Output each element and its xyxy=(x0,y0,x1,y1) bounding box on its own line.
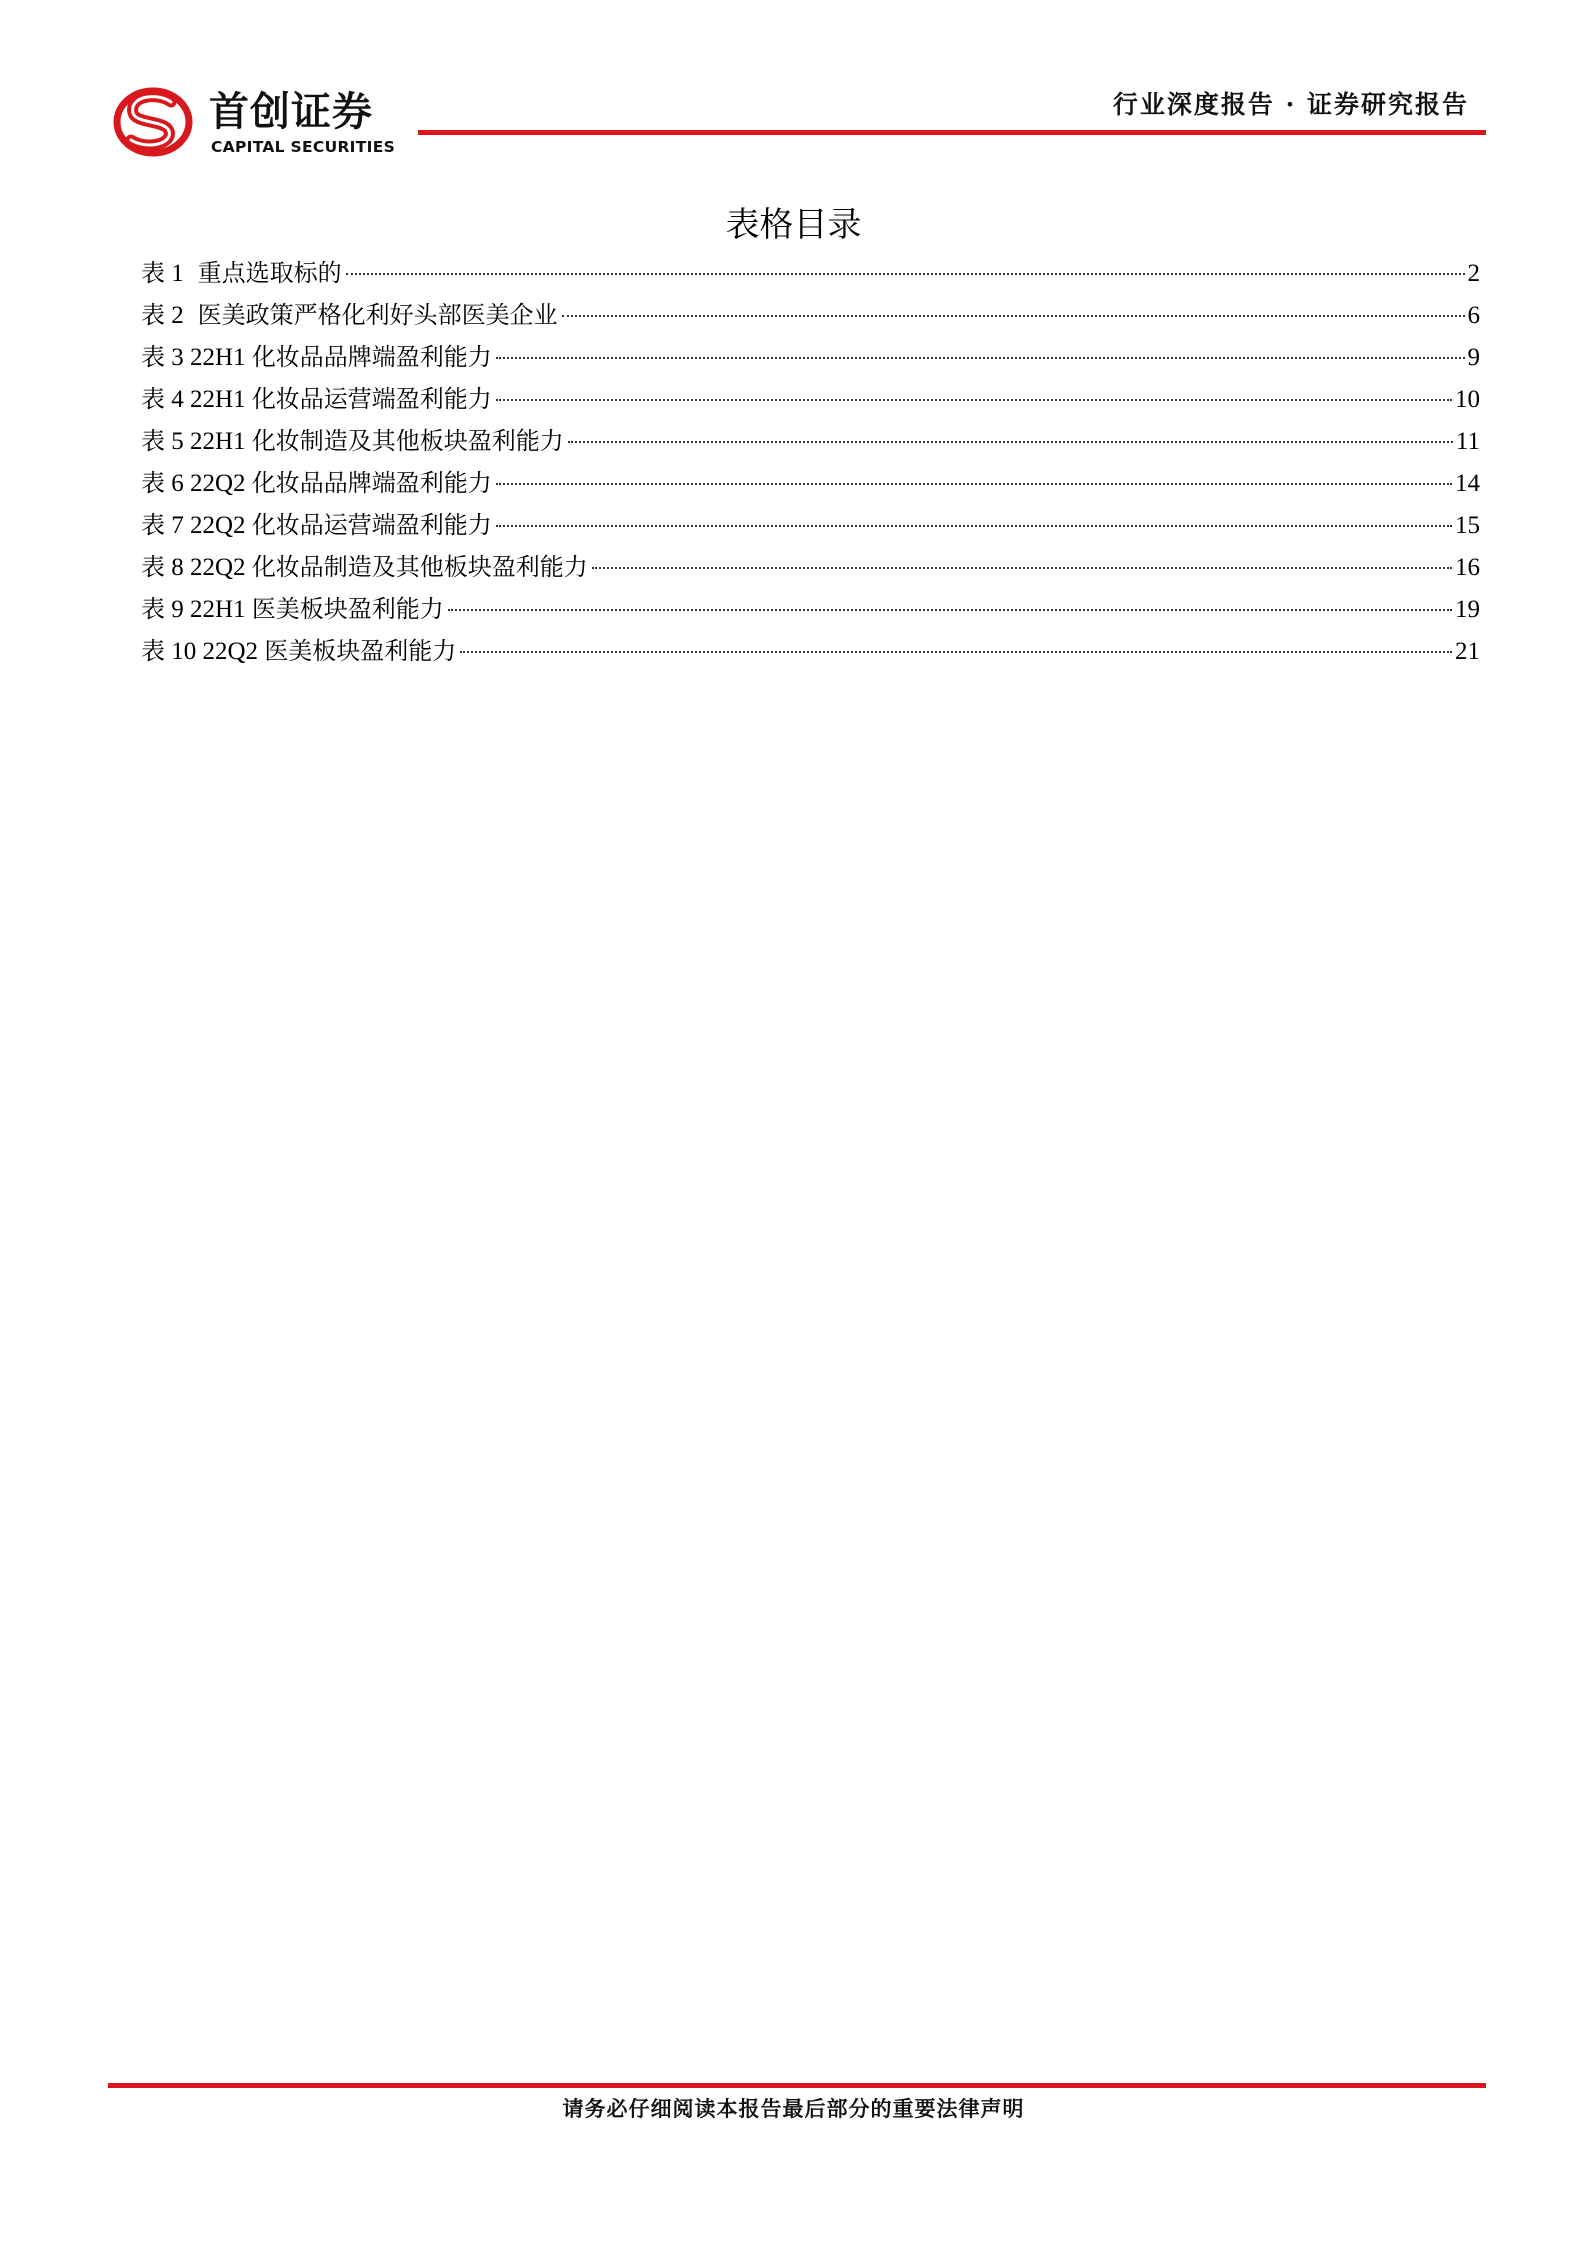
toc-dot-leader xyxy=(496,525,1452,527)
toc-entry-7[interactable] xyxy=(141,504,1480,546)
toc-entry-title: 化妆品品牌端盈利能力 xyxy=(251,469,492,497)
toc-entry-number: 2 xyxy=(165,302,190,329)
toc-entry-5[interactable] xyxy=(141,420,1480,462)
toc-entry-prefix: 表 xyxy=(141,637,165,665)
capital-securities-logo-icon xyxy=(113,86,195,158)
toc-dot-leader xyxy=(592,567,1452,569)
toc-dot-leader xyxy=(562,315,1465,317)
toc-entry-page: 9 xyxy=(1467,344,1480,371)
toc-entry-prefix: 表 xyxy=(141,385,165,413)
toc-title: 表格目录 xyxy=(725,205,862,245)
toc-entry-4[interactable] xyxy=(141,378,1480,420)
toc-entry-title: 医美板块盈利能力 xyxy=(251,595,444,623)
toc-entry-prefix: 表 xyxy=(141,301,165,329)
toc-entry-prefix: 表 xyxy=(141,259,165,287)
toc-entry-label xyxy=(141,588,444,631)
toc-entry-prefix: 表 xyxy=(141,511,165,539)
toc-entry-9[interactable] xyxy=(141,588,1480,630)
toc-entry-8[interactable] xyxy=(141,546,1480,588)
toc-entry-title: 医美政策严格化利好头部医美企业 xyxy=(190,301,558,329)
toc-entry-page: 16 xyxy=(1455,554,1480,581)
toc-entry-number: 5 22H1 xyxy=(165,428,252,455)
toc-entry-3[interactable] xyxy=(141,336,1480,378)
toc-entry-number: 9 22H1 xyxy=(165,596,252,623)
toc-entry-number: 3 22H1 xyxy=(165,344,252,371)
footer-divider xyxy=(108,2083,1486,2088)
toc-entry-page: 19 xyxy=(1455,596,1480,623)
toc-entry-2[interactable] xyxy=(141,294,1480,336)
toc-dot-leader xyxy=(496,483,1452,485)
toc-entry-prefix: 表 xyxy=(141,469,165,497)
toc-entry-number: 6 22Q2 xyxy=(165,470,252,497)
toc-dot-leader xyxy=(448,609,1452,611)
toc-entry-title: 医美板块盈利能力 xyxy=(264,637,457,665)
toc-dot-leader xyxy=(346,273,1465,275)
toc-entry-title: 化妆品运营端盈利能力 xyxy=(251,385,492,413)
toc-entry-label xyxy=(141,336,492,379)
toc-entry-number: 1 xyxy=(165,260,190,287)
logo-name-en: CAPITAL SECURITIES xyxy=(211,138,396,156)
toc-entry-number: 7 22Q2 xyxy=(165,512,252,539)
toc-dot-leader xyxy=(460,651,1452,653)
toc-entry-number: 8 22Q2 xyxy=(165,554,252,581)
toc-entry-label xyxy=(141,378,492,421)
toc-entry-label xyxy=(141,462,492,505)
legal-disclaimer: 请务必仔细阅读本报告最后部分的重要法律声明 xyxy=(562,2096,1025,2121)
table-of-contents xyxy=(141,252,1480,672)
report-type-label: 行业深度报告 · 证券研究报告 xyxy=(1112,90,1469,119)
toc-entry-label xyxy=(141,630,456,673)
toc-entry-page: 15 xyxy=(1455,512,1480,539)
toc-entry-title: 化妆品品牌端盈利能力 xyxy=(251,343,492,371)
toc-entry-label xyxy=(141,504,492,547)
toc-dot-leader xyxy=(496,399,1452,401)
toc-entry-label xyxy=(141,294,558,337)
toc-entry-title: 化妆品运营端盈利能力 xyxy=(251,511,492,539)
toc-entry-1[interactable] xyxy=(141,252,1480,294)
toc-dot-leader xyxy=(568,441,1453,443)
toc-entry-label xyxy=(141,420,564,463)
toc-entry-prefix: 表 xyxy=(141,553,165,581)
toc-entry-prefix: 表 xyxy=(141,595,165,623)
toc-entry-label xyxy=(141,546,588,589)
toc-dot-leader xyxy=(496,357,1465,359)
toc-entry-page: 2 xyxy=(1467,260,1480,287)
toc-entry-page: 10 xyxy=(1455,386,1480,413)
toc-entry-10[interactable] xyxy=(141,630,1480,672)
toc-entry-page: 11 xyxy=(1455,428,1480,455)
toc-entry-page: 6 xyxy=(1467,302,1480,329)
toc-entry-prefix: 表 xyxy=(141,427,165,455)
toc-entry-title: 重点选取标的 xyxy=(190,259,342,287)
header-divider xyxy=(418,130,1486,135)
company-logo xyxy=(113,86,443,158)
toc-entry-number: 4 22H1 xyxy=(165,386,252,413)
toc-entry-title: 化妆制造及其他板块盈利能力 xyxy=(251,427,564,455)
toc-entry-label xyxy=(141,252,342,295)
toc-entry-prefix: 表 xyxy=(141,343,165,371)
toc-entry-number: 10 22Q2 xyxy=(165,638,265,665)
toc-entry-page: 21 xyxy=(1455,638,1480,665)
toc-entry-6[interactable] xyxy=(141,462,1480,504)
toc-entry-title: 化妆品制造及其他板块盈利能力 xyxy=(251,553,588,581)
page-header xyxy=(0,0,1587,170)
toc-entry-page: 14 xyxy=(1455,470,1480,497)
logo-name-cn: 首创证券 xyxy=(209,89,373,135)
